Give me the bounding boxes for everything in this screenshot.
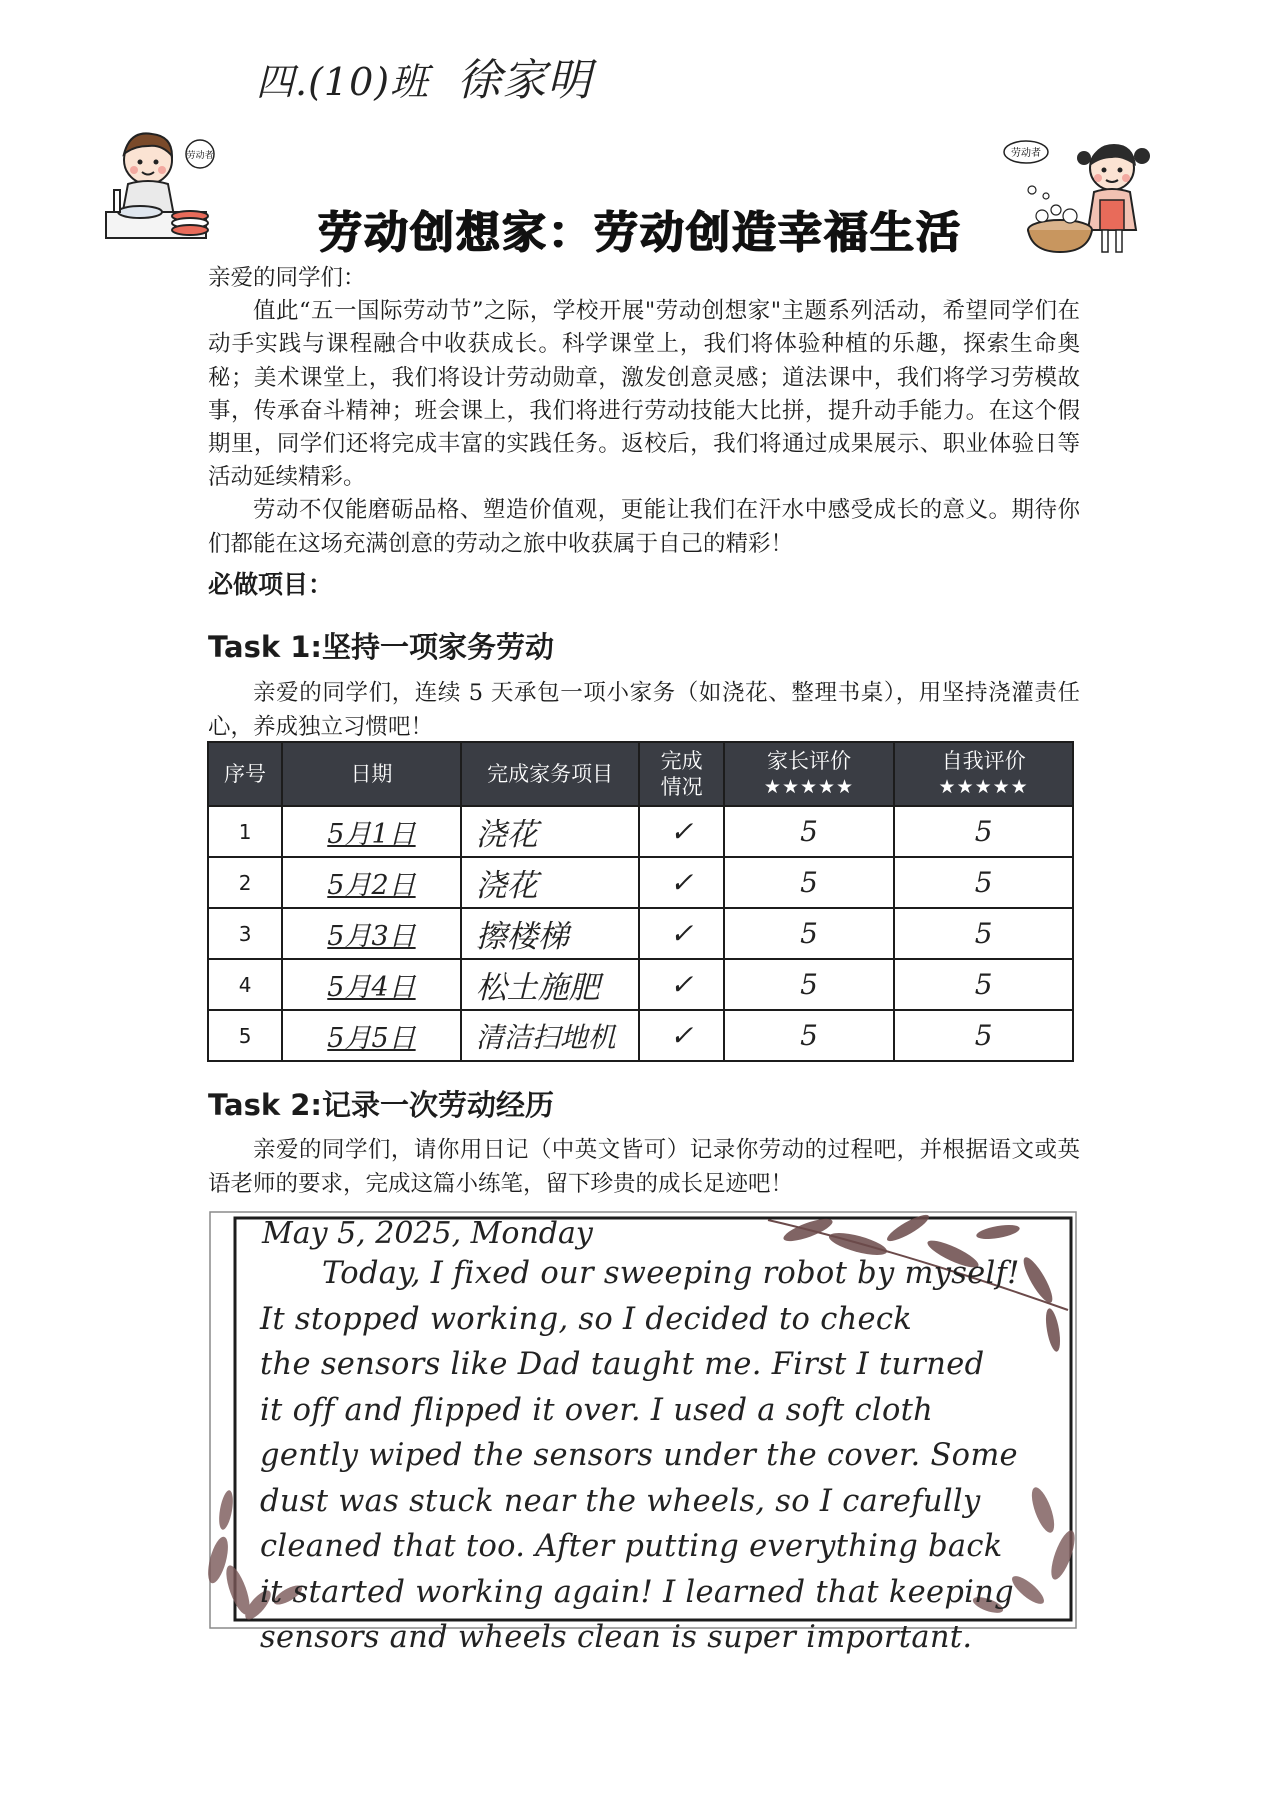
diary-line: cleaned that too. After putting everything back (260, 1529, 1003, 1564)
task1-title: Task 1:坚持一项家务劳动 (208, 630, 555, 664)
diary-line: it started working again! I learned that keeping (260, 1574, 1014, 1610)
table-row (208, 908, 1073, 959)
right-badge-text: 劳动者 (1011, 148, 1041, 159)
row-chore: 浇花 (461, 857, 640, 908)
column-header-chore: 完成家务项目 (461, 742, 640, 806)
student-header (256, 44, 592, 108)
self-rating-stars: ★★★★★ (938, 776, 1029, 798)
column-header-status (639, 742, 723, 806)
diary-line: gently wiped the sensors under the cover. Some (260, 1438, 1018, 1473)
row-chore: 擦楼梯 (461, 908, 640, 959)
row-status-check: ✓ (639, 1010, 723, 1061)
column-header-parent-rating (724, 742, 895, 806)
column-header-index: 序号 (208, 742, 282, 806)
diary-line: Today, I fixed our sweeping robot by myself! (322, 1256, 1020, 1291)
row-status-check: ✓ (639, 908, 723, 959)
parent-rating-label: 家长评价 (767, 749, 851, 773)
status-header-line2: 情况 (660, 775, 703, 799)
chore-log-table (207, 741, 1074, 1062)
row-index: 3 (208, 908, 282, 959)
status-header-line1: 完成 (660, 749, 703, 773)
task2-title: Task 2:记录一次劳动经历 (208, 1088, 555, 1122)
row-date: 5月3日 (282, 908, 461, 959)
diary-line: the sensors like Dad taught me. First I turned (260, 1347, 985, 1382)
diary-line: It stopped working, so I decided to check (260, 1301, 913, 1337)
page-title: 劳动创想家：劳动创造幸福生活 (318, 207, 962, 258)
intro-letter (208, 262, 1080, 561)
table-row (208, 806, 1073, 857)
required-items-heading: 必做项目： (208, 570, 334, 599)
row-parent-score: 5 (724, 959, 895, 1010)
row-chore: 浇花 (461, 806, 640, 857)
table-header-row (208, 742, 1073, 806)
row-self-score: 5 (894, 1010, 1073, 1061)
row-index: 5 (208, 1010, 282, 1061)
letter-salutation: 亲爱的同学们： (208, 265, 366, 291)
letter-paragraph-2: 劳动不仅能磨砺品格、塑造价值观，更能让我们在汗水中感受成长的意义。期待你们都能在这场充满创意的劳动之旅中收获属于自己的精彩！ (208, 497, 1080, 557)
student-name: 徐家明 (457, 55, 593, 106)
diary-line: dust was stuck near the wheels, so I carefully (260, 1483, 981, 1519)
row-parent-score: 5 (724, 857, 895, 908)
parent-rating-stars: ★★★★★ (763, 776, 855, 798)
row-self-score: 5 (894, 857, 1073, 908)
diary-line: sensors and wheels clean is super important. (260, 1620, 973, 1655)
row-self-score: 5 (894, 806, 1073, 857)
row-date: 5月5日 (282, 1010, 461, 1061)
diary-line: it off and flipped it over. I used a soft cloth (260, 1392, 934, 1428)
row-status-check: ✓ (639, 959, 723, 1010)
task2-description: 亲爱的同学们，请你用日记（中英文皆可）记录你劳动的过程吧，并根据语文或英语老师的要求，完成这篇小练笔，留下珍贵的成长足迹吧！ (208, 1137, 1080, 1197)
column-header-self-rating (894, 742, 1073, 806)
row-parent-score: 5 (724, 806, 895, 857)
row-chore: 清洁扫地机 (461, 1010, 640, 1061)
row-index: 2 (208, 857, 282, 908)
letter-paragraph-1: 值此“五一国际劳动节”之际，学校开展"劳动创想家"主题系列活动，希望同学们在动手实践与课程融合中收获成长。科学课堂上，我们将体验种植的乐趣，探索生命奥秘；美术课堂上，我们将设计劳动勋章，激发创意灵感；道法课中，我们将学习劳模故事，传承奋斗精神；班会课上，我们将进行劳动技能大比拼，提升动手能力。在这个假期里，同学们还将完成丰富的实践任务。返校后，我们将通过成果展示、职业体验日等活动延续精彩。 (208, 298, 1080, 491)
class-label: 四.(10)班 (256, 60, 430, 104)
self-rating-label: 自我评价 (941, 749, 1026, 773)
row-date: 5月4日 (282, 959, 461, 1010)
row-self-score: 5 (894, 959, 1073, 1010)
row-date: 5月1日 (282, 806, 461, 857)
row-chore: 松土施肥 (461, 959, 640, 1010)
row-index: 4 (208, 959, 282, 1010)
diary-entry (260, 1216, 1090, 1661)
row-status-check: ✓ (639, 806, 723, 857)
table-row (208, 857, 1073, 908)
task1-description: 亲爱的同学们，连续 5 天承包一项小家务（如浇花、整理书桌），用坚持浇灌责任心，养成独立习惯吧！ (208, 680, 1080, 740)
row-status-check: ✓ (639, 857, 723, 908)
row-self-score: 5 (894, 908, 1073, 959)
row-parent-score: 5 (724, 908, 895, 959)
column-header-date: 日期 (282, 742, 461, 806)
diary-date: May 5, 2025, Monday (262, 1216, 593, 1251)
row-parent-score: 5 (724, 1010, 895, 1061)
row-index: 1 (208, 806, 282, 857)
left-badge-text: 劳动者 (186, 151, 214, 161)
table-row (208, 959, 1073, 1010)
row-date: 5月2日 (282, 857, 461, 908)
table-row (208, 1010, 1073, 1061)
